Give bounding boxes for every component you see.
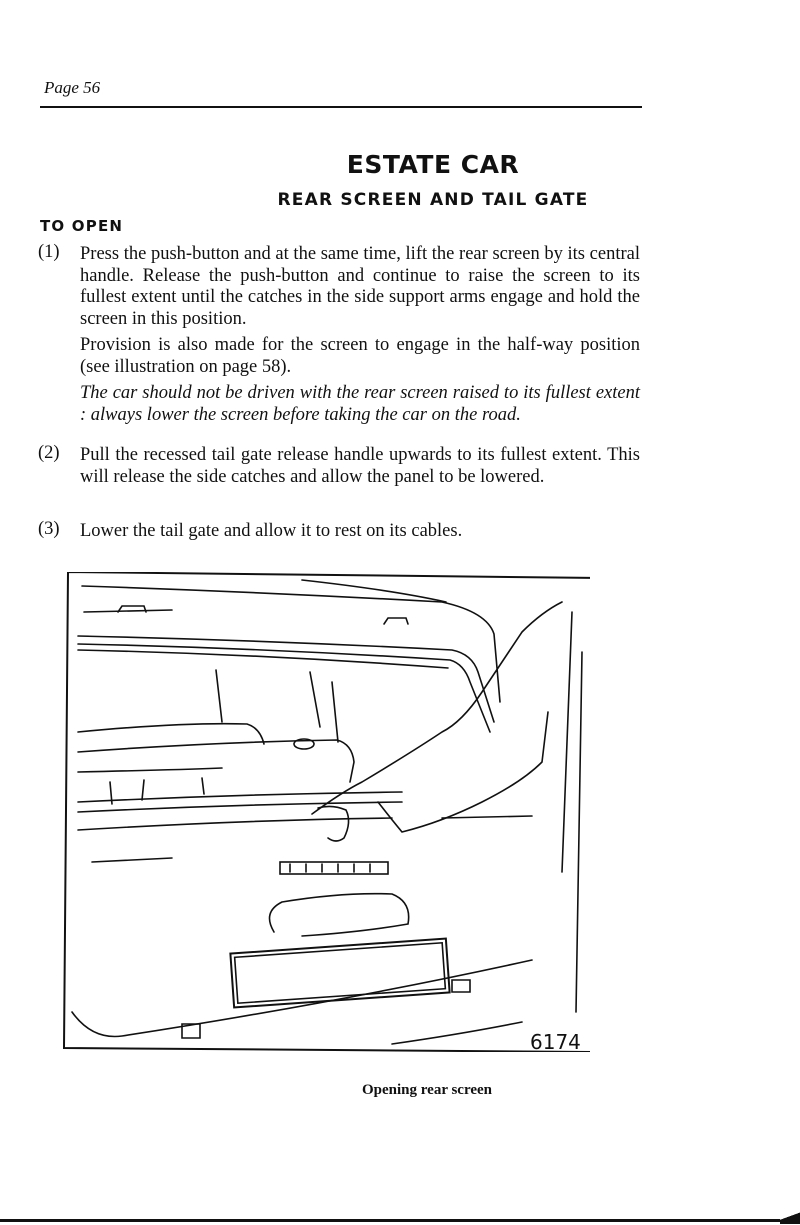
section-heading: TO OPEN <box>40 217 124 235</box>
number-plate <box>230 939 449 1008</box>
page-corner-mark <box>780 1212 800 1224</box>
rear-screen-illustration <box>62 572 590 1052</box>
step-3-paragraph: Lower the tail gate and allow it to rest on its cables. <box>80 521 463 541</box>
step-3-number: (3) <box>38 519 60 539</box>
hand <box>318 806 349 841</box>
rear-window <box>78 636 494 722</box>
step-1-paragraph-2: Provision is also made for the screen to engage in the half-way position (see illustration on page 58). <box>80 335 640 377</box>
step-1-number: (1) <box>38 242 60 262</box>
footer-rule <box>0 1219 780 1222</box>
tailgate-handle <box>270 894 409 936</box>
step-1-warning-note: The car should not be driven with the rear screen raised to its fullest extent : always lower the screen before taking the car on the road. <box>80 383 640 425</box>
step-2-number: (2) <box>38 443 60 463</box>
seat-back <box>78 724 264 744</box>
roof-line <box>82 586 500 702</box>
page-title: ESTATE CAR <box>346 150 520 179</box>
step-2-paragraph: Pull the recessed tail gate release handle upwards to its fullest extent. This will release the side catches and allow the panel to be lowered. <box>80 445 640 487</box>
step-1-paragraph-1: Press the push-button and at the same time, lift the rear screen by its central handle. Release the push-button and continue to raise the screen to its fullest extent until the catches in the side support arms engage and hold the screen in this position. <box>80 244 640 329</box>
tailgate-rail <box>78 792 402 802</box>
figure-caption: Opening rear screen <box>362 1082 492 1098</box>
page-number: Page 56 <box>44 78 101 97</box>
page-subtitle: REAR SCREEN AND TAIL GATE <box>277 190 589 210</box>
badge <box>280 862 388 874</box>
figure-number: 6174 <box>530 1030 581 1054</box>
header-rule <box>40 106 642 108</box>
